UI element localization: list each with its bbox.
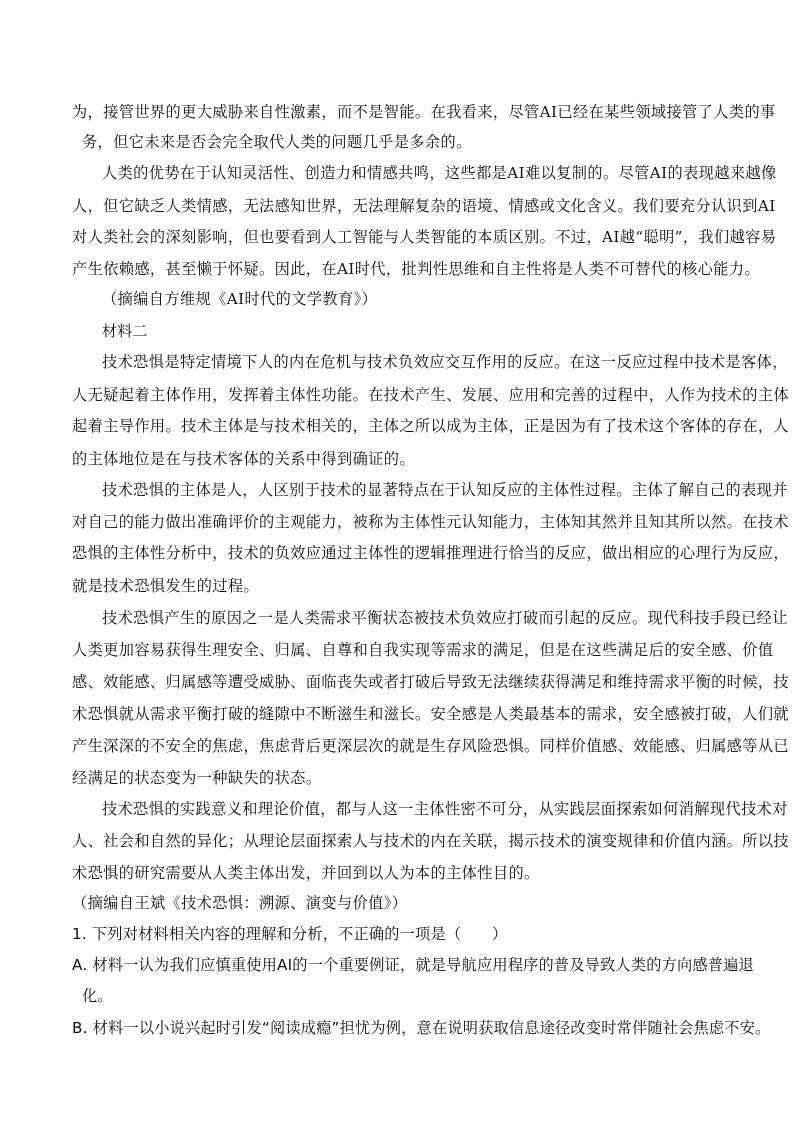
paragraph-line: 人，但它缺乏人类情感，无法感知世界，无法理解复杂的语境、情感或文化含义。我们要充分认识到AI <box>72 197 776 215</box>
paragraph-line: 人、社会和自然的异化；从理论层面探索人与技术的内在关联，揭示技术的演变规律和价值内涵。所以技 <box>72 832 790 850</box>
paragraph-line: 产生依赖感，甚至懒于怀疑。因此，在AI时代，批判性思维和自主性将是人类不可替代的核心能力。 <box>72 260 761 278</box>
paragraph-line: 为，接管世界的更大威胁来自性激素，而不是智能。在我看来，尽管AI已经在某些领域接管了人类的事 <box>72 103 776 121</box>
paragraph-line: 产生深深的不安全的焦虑，焦虑背后更深层次的就是生存风险恐惧。同样价值感、效能感、归属感等从已 <box>72 737 790 755</box>
option-b: B. 材料一以小说兴起时引发“阅读成瘾”担忧为例，意在说明获取信息途径改变时常伴随社会焦虑不安。 <box>72 1019 771 1037</box>
paragraph-line: 起着主导作用。技术主体是与技术相关的，主体之所以成为主体，正是因为有了技术这个客体的存在，人 <box>72 417 790 435</box>
paragraph-line: 技术恐惧产生的原因之一是人类需求平衡状态被技术负效应打破而引起的反应。现代科技手段已经让 <box>102 609 788 627</box>
paragraph-line: 对自己的能力做出准确评价的主观能力，被称为主体性元认知能力，主体知其然并且知其所以然。在技术 <box>72 513 790 531</box>
paragraph-line: 就是技术恐惧发生的过程。 <box>72 577 260 595</box>
source-citation: （摘编自王斌《技术恐惧：溯源、演变与价值》） <box>72 894 408 912</box>
paragraph-line: 感、效能感、归属感等遭受威胁、面临丧失或者打破后导致无法继续获得满足和维持需求平衡的时候，技 <box>72 673 790 691</box>
paragraph-line: 对人类社会的深刻影响，但也要看到人工智能与人类智能的本质区别。不过，AI越“聪明”，我们越容易 <box>72 228 777 246</box>
paragraph-line: 务，但它未来是否会完全取代人类的问题几乎是多余的。 <box>82 133 472 151</box>
paragraph-line: 的主体地位是在与技术客体的关系中得到确证的。 <box>72 450 415 468</box>
source-citation: （摘编自方维规《AI时代的文学教育》） <box>102 290 378 308</box>
paragraph-line: 术恐惧的研究需要从人类主体出发，并回到以人为本的主体性目的。 <box>72 864 540 882</box>
section-heading: 材料二 <box>102 322 148 340</box>
paragraph-line: 经满足的状态变为一种缺失的状态。 <box>72 769 322 787</box>
paragraph-line: 技术恐惧是特定情境下人的内在危机与技术负效应交互作用的反应。在这一反应过程中技术是客体， <box>102 353 788 371</box>
paragraph-line: 术恐惧就从需求平衡打破的缝隙中不断滋生和滋长。安全感是人类最基本的需求，安全感被打破，人们就 <box>72 705 790 723</box>
option-a-continued: 化。 <box>82 987 113 1005</box>
option-a: A. 材料一认为我们应慎重使用AI的一个重要例证，就是导航应用程序的普及导致人类的方向感普遍退 <box>72 956 754 974</box>
paragraph-line: 技术恐惧的实践意义和理论价值，都与人这一主体性密不可分，从实践层面探索如何消解现代技术对 <box>102 800 788 818</box>
paragraph-line: 技术恐惧的主体是人，人区别于技术的显著特点在于认知反应的主体性过程。主体了解自己的表现并 <box>102 481 788 499</box>
paragraph-line: 人无疑起着主体作用，发挥着主体性功能。在技术产生、发展、应用和完善的过程中，人作为技术的主体 <box>72 386 790 404</box>
paragraph-line: 人类更加容易获得生理安全、归属、自尊和自我实现等需求的满足，但是在这些满足后的安全感、价值 <box>72 641 774 659</box>
question-stem: 1. 下列对材料相关内容的理解和分析，不正确的一项是（ ） <box>72 925 508 943</box>
paragraph-line: 人类的优势在于认知灵活性、创造力和情感共鸣，这些都是AI难以复制的。尽管AI的表现越来越像 <box>102 164 777 182</box>
paragraph-line: 恐惧的主体性分析中，技术的负效应通过主体性的逻辑推理进行恰当的反应，做出相应的心理行为反应， <box>72 544 790 562</box>
